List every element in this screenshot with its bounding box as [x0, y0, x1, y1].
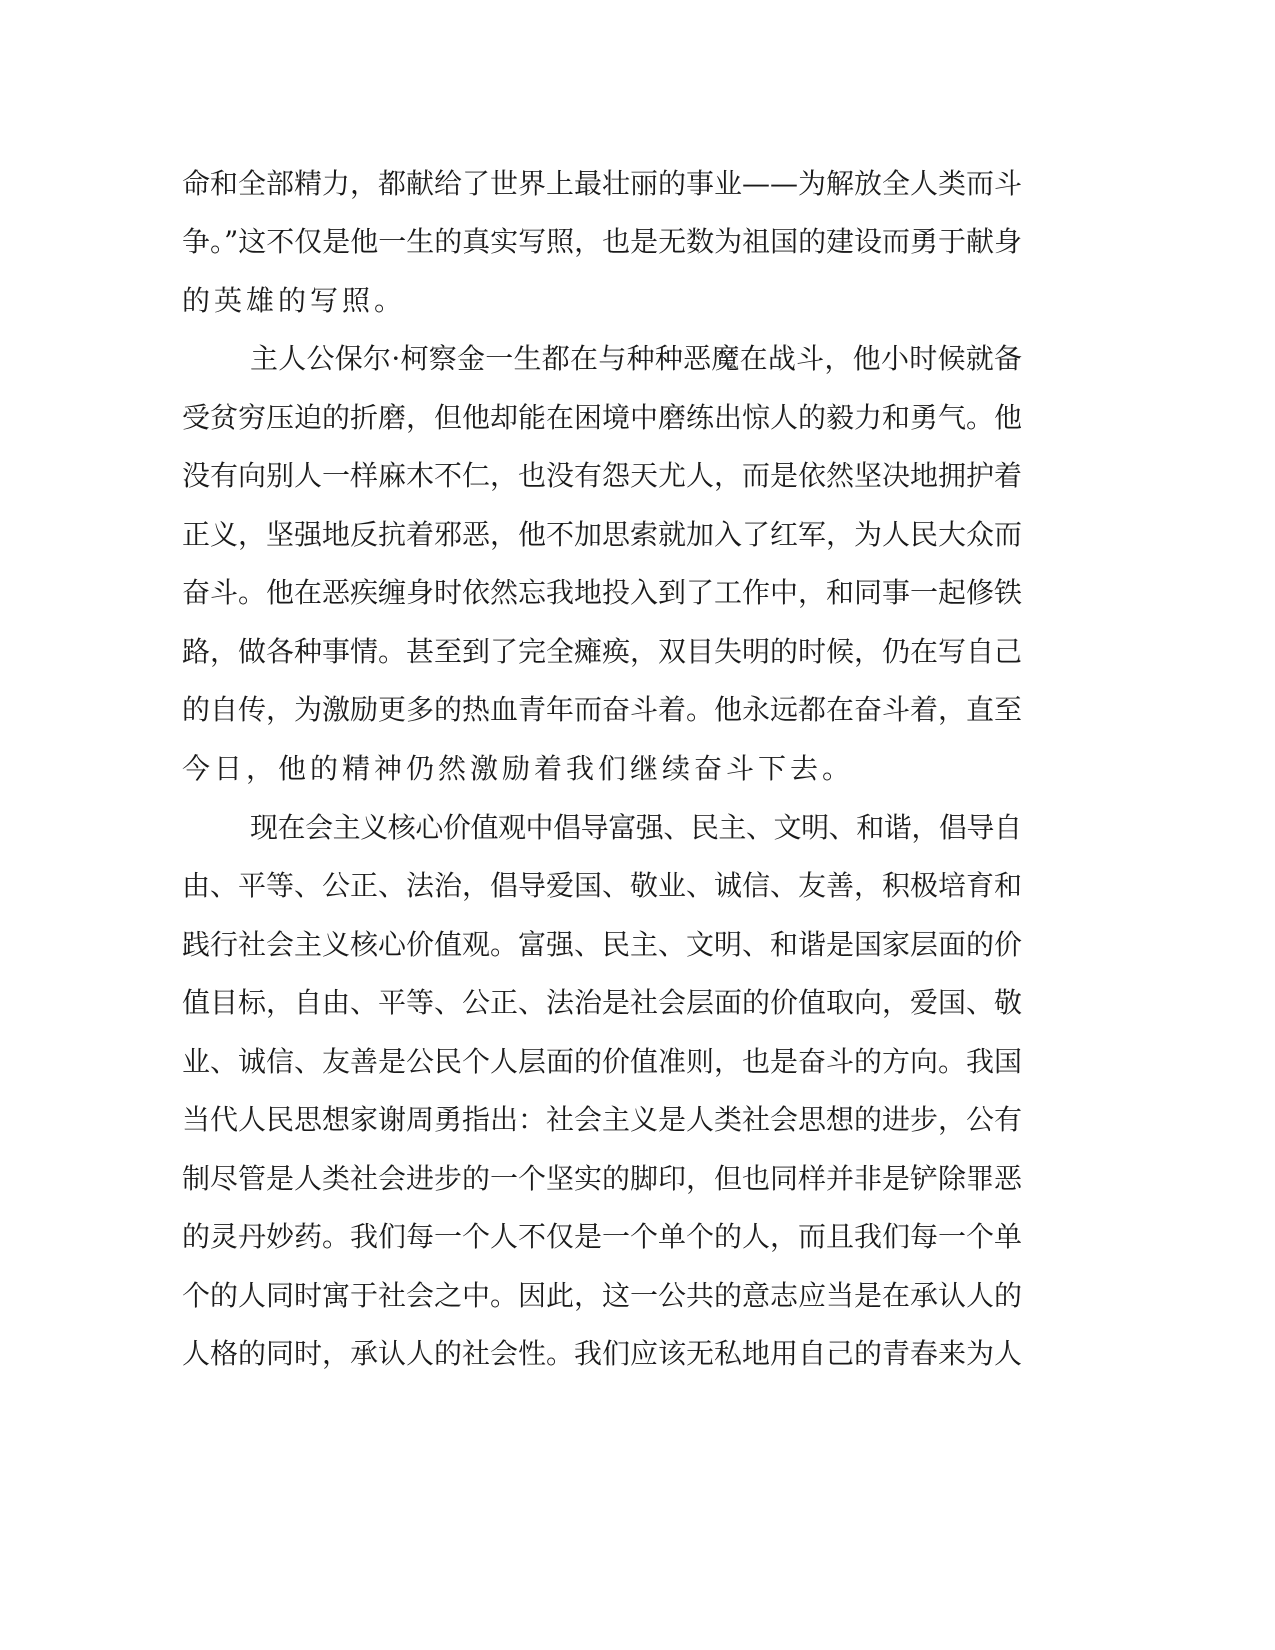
- text-line: 由、平等、公正、法治，倡导爱国、敬业、诚信、友善，积极培育和: [182, 869, 1022, 902]
- text-line: 正义，坚强地反抗着邪恶，他不加思索就加入了红军，为人民大众而: [182, 518, 1022, 551]
- text-line: 的英雄的写照。: [182, 284, 407, 317]
- text-line: 的灵丹妙药。我们每一个人不仅是一个单个的人，而且我们每一个单: [182, 1220, 1022, 1253]
- text-line: 奋斗。他在恶疾缠身时依然忘我地投入到了工作中，和同事一起修铁: [182, 576, 1022, 609]
- text-line: 人格的同时，承认人的社会性。我们应该无私地用自己的青春来为人: [182, 1337, 1022, 1370]
- text-line: 主人公保尔·柯察金一生都在与种种恶魔在战斗，他小时候就备: [250, 342, 1023, 375]
- text-line: 践行社会主义核心价值观。富强、民主、文明、和谐是国家层面的价: [182, 928, 1022, 961]
- text-line: 的自传，为激励更多的热血青年而奋斗着。他永远都在奋斗着，直至: [182, 693, 1022, 726]
- text-line: 没有向别人一样麻木不仁，也没有怨天尤人，而是依然坚决地拥护着: [182, 459, 1022, 492]
- text-line: 路，做各种事情。甚至到了完全瘫痪，双目失明的时候，仍在写自己: [182, 635, 1022, 668]
- text-line: 业、诚信、友善是公民个人层面的价值准则，也是奋斗的方向。我国: [182, 1045, 1022, 1078]
- text-line: 值目标，自由、平等、公正、法治是社会层面的价值取向，爱国、敬: [182, 986, 1022, 1019]
- text-line: 命和全部精力，都献给了世界上最壮丽的事业——为解放全人类而斗: [182, 167, 1022, 200]
- text-line: 争。”这不仅是他一生的真实写照，也是无数为祖国的建设而勇于献身: [182, 225, 1022, 258]
- text-line: 受贫穷压迫的折磨，但他却能在困境中磨练出惊人的毅力和勇气。他: [182, 401, 1022, 434]
- text-line: 现在会主义核心价值观中倡导富强、民主、文明、和谐，倡导自: [250, 811, 1022, 844]
- text-line: 制尽管是人类社会进步的一个坚实的脚印，但也同样并非是铲除罪恶: [182, 1162, 1022, 1195]
- text-line: 当代人民思想家谢周勇指出：社会主义是人类社会思想的进步，公有: [182, 1103, 1022, 1136]
- text-line: 个的人同时寓于社会之中。因此，这一公共的意志应当是在承认人的: [182, 1279, 1022, 1312]
- text-line: 今日，他的精神仍然激励着我们继续奋斗下去。: [182, 752, 855, 785]
